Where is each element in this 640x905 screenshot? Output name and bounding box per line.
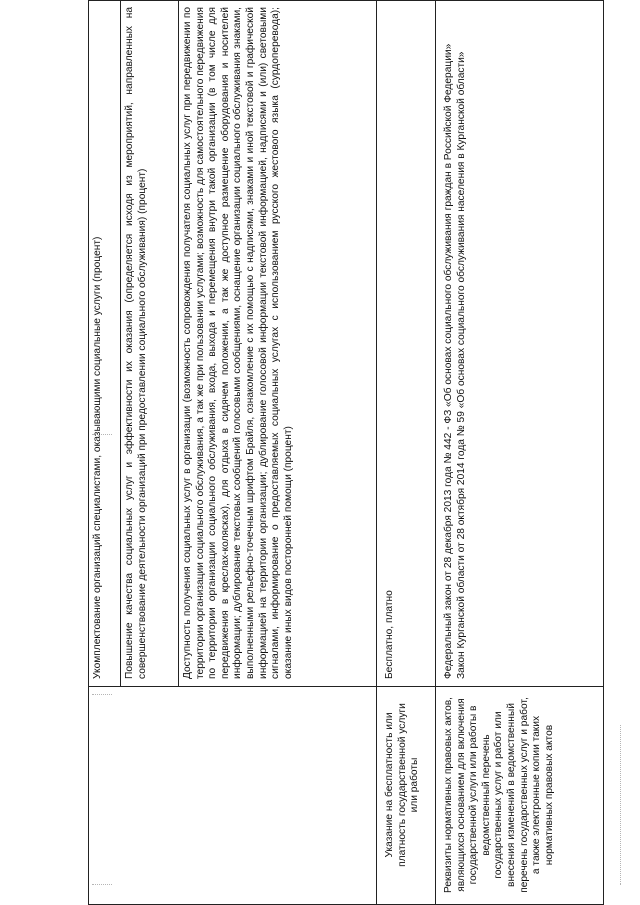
row-separator xyxy=(88,0,604,1)
row-separator xyxy=(88,686,604,687)
fee-value xyxy=(378,3,434,683)
quality-item-text: Повышение качества социальных услуг и эффективности их оказания (определяется исходя из мероприятий, направленных на совершенствование деятельности организаций при предоставлении социального обслуживания) (процент) xyxy=(124,7,148,679)
dashed-mark xyxy=(92,884,112,885)
fee-label-text: Указание на бесплатность или платность государственной услуги или работы xyxy=(384,703,421,867)
table-border-bottom xyxy=(603,0,604,905)
dashed-mark xyxy=(620,725,621,885)
quality-item-improvement xyxy=(122,3,178,683)
legal-act-regional: Закон Курганской области от 28 октября 2014 года № 59 «Об основах социального обслуживания населения в Курганской области» xyxy=(455,51,467,679)
column-separator xyxy=(376,0,377,905)
quality-item-staffing xyxy=(90,3,120,683)
quality-item-text: Доступность получения социальных услуг в организации (возможность сопровождения получателя социальных услуг при передвижении по территории организации социального обслуживания, а так же при пользовании услугами; возможность для самостоятельного передвижения по территории организации социального обслуживания, входа, выхода и перемещения внутри такой организации (в том числе для передвижения в креслах-колясках), для отдыха в сидячем положении, а так же доступное размещение оборудования и носителей информации; дублирование текстовых сообщений голосовыми сообщениями, оснащение организации социального обслуживания знаками, выполненными рельефно-точечным шрифтом Брайля, ознакомление с их помощью с надписями, знаками и иной текстовой и графической информацией на территории организации; дублирование голосовой информации текстовой информацией, надписями и (или) световыми сигналами, информирование о предоставляемых социальных услугах с использованием русского жестового языка (сурдоперевода); оказание иных видов посторонней помощи (процент) xyxy=(182,7,294,679)
legal-label xyxy=(437,689,601,901)
fee-label xyxy=(378,695,434,875)
quality-item-text: Укомплектование организаций специалистами, оказывающими социальные услуги (процент) xyxy=(92,236,103,679)
table-border-top xyxy=(88,0,89,905)
item-separator xyxy=(178,1,179,687)
item-separator xyxy=(120,1,121,687)
fee-value-text: Бесплатно, платно xyxy=(384,590,395,679)
legal-label-text: Реквизиты нормативных правовых актов, являющихся основанием для включения государственной услуги или работы в ведомственный перечень государственных услуг и работ или внесения изменений в ведомственный перечень государственных услуг и работ, а также электронные копии таких нормативных правовых актов xyxy=(443,697,555,893)
legal-value xyxy=(437,3,601,683)
legal-act-federal: Федеральный закон от 28 декабря 2013 года № 442 - ФЗ «Об основах социального обслуживания граждан в Российской Федерации» xyxy=(443,43,454,679)
quality-item-accessibility xyxy=(180,3,374,683)
dashed-mark xyxy=(92,694,112,695)
column-separator xyxy=(435,0,436,905)
